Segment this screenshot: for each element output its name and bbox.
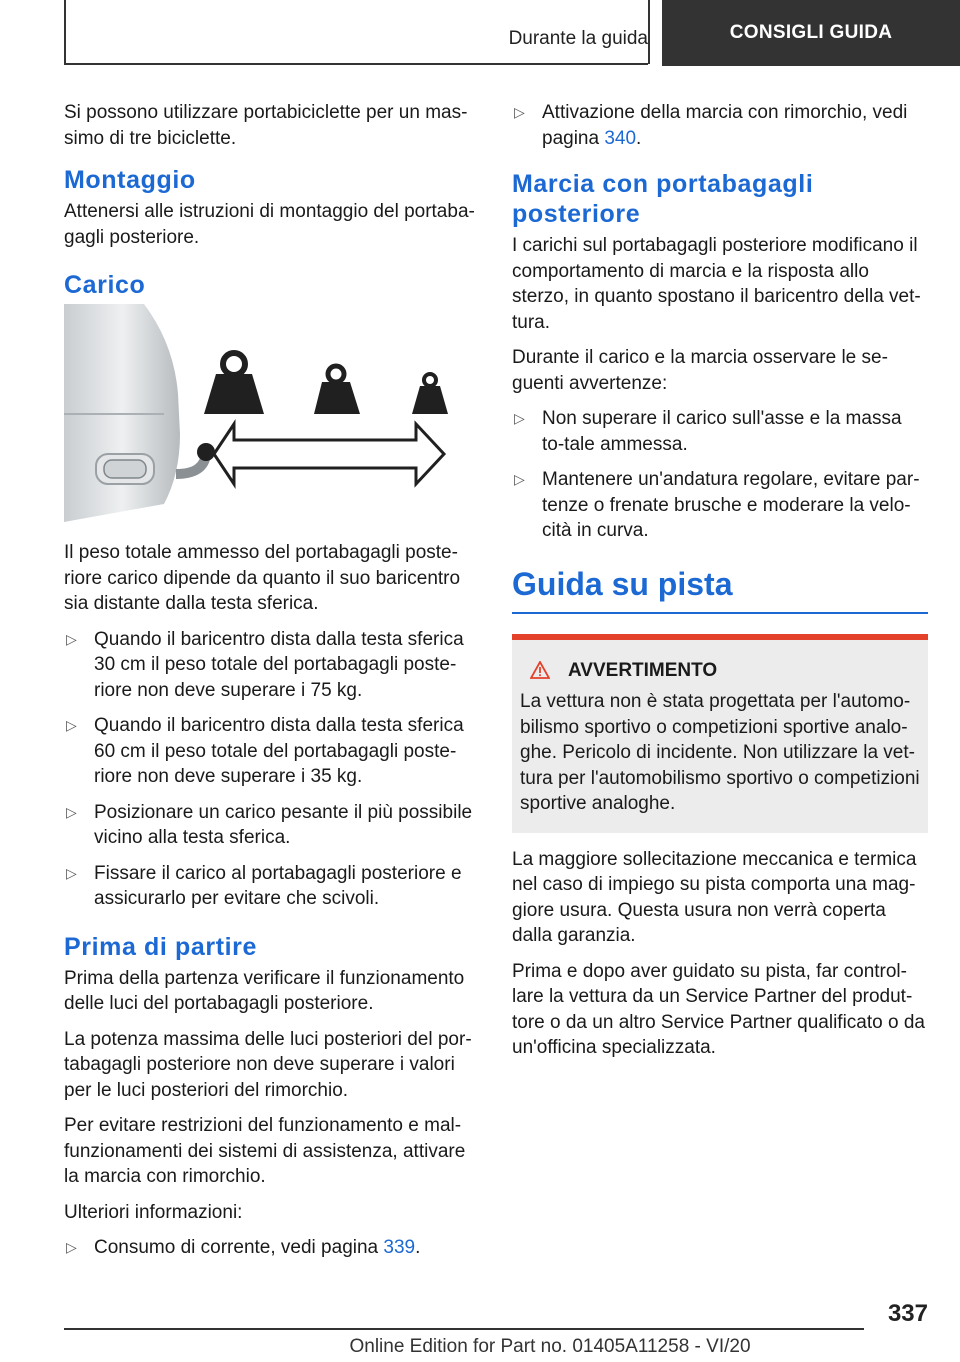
list-item	[64, 861, 476, 912]
prima-paragraph-1: Prima della partenza verificare il funzionamento delle luci del portabagagli posteriore.	[64, 967, 465, 1014]
intro-paragraph: Si possono utilizzare portabiciclette per un mas-simo di tre biciclette.	[64, 102, 468, 149]
right-top-bullet-list	[512, 100, 928, 151]
warning-triangle-icon	[530, 661, 550, 679]
heading-guida-su-pista: Guida su pista	[512, 565, 733, 602]
page-link-339[interactable]: 339	[383, 1237, 416, 1258]
triangle-right-icon: ▷	[66, 803, 77, 820]
guida-paragraph-1: La maggiore sollecitazione meccanica e termica nel caso di impiego su pista comporta una mag-giore usura. Questa usura non verrà coperta dalla garanzia.	[512, 848, 917, 946]
marcia-paragraph-2: Durante il carico e la marcia osservare le se-guenti avvertenze:	[512, 347, 888, 394]
triangle-right-icon: ▷	[66, 1239, 77, 1255]
header-section-title: Durante la guida	[508, 28, 648, 49]
list-item-text: Non superare il carico sull'asse e la massa to-tale ammessa.	[542, 408, 902, 455]
list-item-text: Quando il baricentro dista dalla testa sferica 30 cm il peso totale del portabagagli poste-riore non deve superare i 75 kg.	[94, 628, 464, 701]
carico-bullet-list	[64, 627, 476, 912]
montaggio-paragraph: Attenersi alle istruzioni di montaggio del portaba-gagli posteriore.	[64, 201, 475, 248]
triangle-right-icon: ▷	[514, 410, 525, 426]
prima-paragraph-3: Per evitare restrizioni del funzionamento e mal-funzionamenti dei sistemi di assistenza, attivare la marcia con rimorchio.	[64, 1115, 466, 1187]
carico-paragraph: Il peso totale ammesso del portabagagli poste-riore carico dipende da quanto il suo baricentro sia distante dalla testa sferica.	[64, 542, 461, 614]
warning-header	[520, 658, 920, 684]
header-rule-left	[64, 0, 66, 64]
heading-marcia-portabagagli: Marcia con portabagagli posteriore	[512, 170, 814, 228]
footer-edition: Online Edition for Part no. 01405A11258 - VI/20	[349, 1336, 751, 1357]
triangle-right-icon: ▷	[66, 630, 77, 647]
header-rule-bottom	[64, 63, 648, 65]
load-diagram-figure	[64, 304, 476, 522]
triangle-right-icon: ▷	[514, 471, 525, 487]
heading-montaggio: Montaggio	[64, 166, 196, 194]
header-chapter-tab: CONSIGLI GUIDA	[662, 0, 960, 66]
page-link-340[interactable]: 340	[604, 127, 637, 149]
marcia-paragraph-1: I carichi sul portabagagli posteriore modificano il comportamento di marcia e la risposta allo sterzo, in quanto spostano il baricentro della vet-tura.	[512, 235, 921, 333]
heading-rule	[512, 612, 928, 614]
warning-title: AVVERTIMENTO	[568, 659, 718, 681]
list-item	[512, 467, 928, 544]
triangle-right-icon: ▷	[66, 717, 77, 733]
list-item	[64, 713, 476, 790]
list-item-text: Mantenere un'andatura regolare, evitare par-tenze o frenate brusche e moderare la velo-cità in curva.	[542, 469, 920, 541]
prima-bullet-list	[64, 1235, 476, 1261]
warning-box	[512, 634, 928, 833]
header-rule-right	[648, 0, 650, 64]
list-item-text: Attivazione della marcia con rimorchio, vedi pagina	[542, 102, 908, 149]
footer-rule	[64, 1328, 864, 1330]
guida-paragraph-2: Prima e dopo aver guidato su pista, far control-lare la vettura da un Service Partner del produt-tore o da un altro Service Partner qualificato o da un'officina specializzata.	[512, 960, 925, 1058]
prima-paragraph-4: Ulteriori informazioni:	[64, 1201, 243, 1223]
marcia-bullet-list	[512, 406, 928, 544]
list-item	[64, 627, 476, 704]
list-item-text: Quando il baricentro dista dalla testa sferica 60 cm il peso totale del portabagagli poste-riore non deve superare i 35 kg.	[94, 715, 464, 787]
triangle-right-icon: ▷	[514, 104, 525, 120]
left-column	[64, 100, 476, 1271]
load-diagram-illustration	[64, 304, 476, 522]
list-item-text: Fissare il carico al portabagagli posteriore e assicurarlo per evitare che scivoli.	[94, 862, 462, 909]
triangle-right-icon: ▷	[66, 864, 77, 881]
list-item-end: .	[636, 127, 642, 149]
heading-carico: Carico	[64, 271, 146, 299]
list-item-text: Consumo di corrente, vedi pagina	[94, 1237, 384, 1258]
page-number: 337	[887, 1300, 928, 1327]
right-column	[512, 100, 928, 1071]
heading-prima-di-partire: Prima di partire	[64, 932, 257, 961]
list-item-end: .	[415, 1237, 421, 1258]
list-item	[512, 100, 928, 151]
warning-text: La vettura non è stata progettata per l'automo-bilismo sportivo o competizioni sportive analo-ghe. Pericolo di incidente. Non utilizzare la vet-tura per l'automobilismo sportivo o competizioni sportive analoghe.	[520, 691, 920, 814]
list-item	[64, 800, 476, 851]
list-item	[512, 406, 928, 457]
prima-paragraph-2: La potenza massima delle luci posteriori del por-tabagagli posteriore non deve superare i valori per le luci posteriori del rimorchio.	[64, 1028, 472, 1101]
list-item-text: Posizionare un carico pesante il più possibile vicino alla testa sferica.	[94, 801, 473, 848]
list-item	[64, 1235, 476, 1261]
